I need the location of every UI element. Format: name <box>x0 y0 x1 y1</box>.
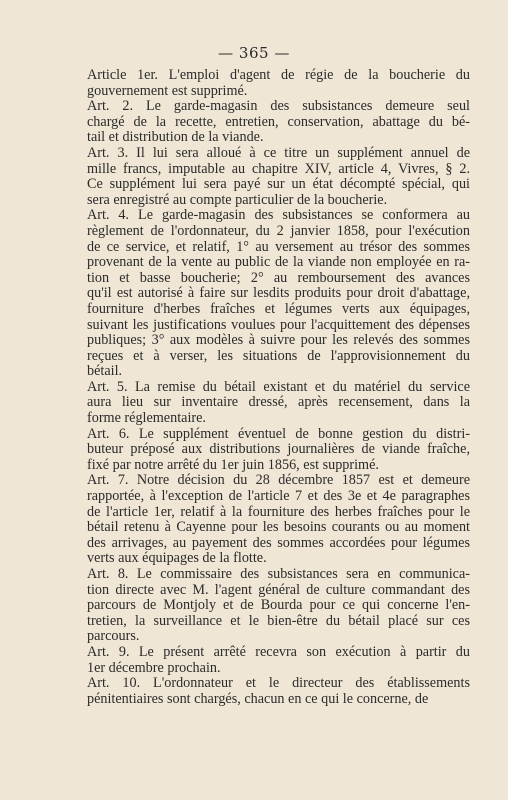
document-body <box>87 68 470 707</box>
text-line: de l'article 1er, relatif à la fourniture des herbes fraîches pour le <box>87 503 470 520</box>
article-paragraph <box>87 99 470 146</box>
text-line: Art. 3. Il lui sera alloué à ce titre un supplément annuel de <box>87 144 470 161</box>
text-line: Art. 4. Le garde-magasin des subsistances se conformera au <box>87 207 470 224</box>
text-line: parcours. <box>87 628 140 645</box>
text-line: verts aux équipages de la flotte. <box>87 550 267 567</box>
article-paragraph <box>87 676 470 707</box>
text-line: 1er décembre prochain. <box>87 659 221 676</box>
text-line: parcours de Montjoly et de Bourda pour ce qui concerne l'en- <box>87 597 470 614</box>
text-line: Art. 10. L'ordonnateur et le directeur des établissements <box>87 675 470 692</box>
text-line: bétail. <box>87 363 123 380</box>
text-line: rapportée, à l'exception de l'article 7 et des 3e et 4e paragraphes <box>87 488 470 505</box>
text-line: provenant de la vente au public de la viande non employée en ra- <box>87 254 470 271</box>
text-line: reçues et à verser, les situations de l'approvisionnement du <box>87 347 470 364</box>
text-line: gouvernement est supprimé. <box>87 82 248 99</box>
text-line: Art. 2. Le garde-magasin des subsistances demeure seul <box>87 98 470 115</box>
text-line: Art. 8. Le commissaire des subsistances sera en communica- <box>87 566 470 582</box>
text-line: tion directe avec M. l'agent général de culture commandant des <box>87 581 470 598</box>
page-number: — 365 — <box>218 44 290 62</box>
text-line: règlement de l'ordonnateur, du 2 janvier 1858, pour l'exécution <box>87 222 470 239</box>
article-paragraph <box>87 380 470 427</box>
text-line: pénitentiaires sont chargés, chacun en ce qui le concerne, de <box>87 690 429 707</box>
text-line: Art. 7. Notre décision du 28 décembre 1857 est et demeure <box>87 472 470 489</box>
text-line: sera enregistré au compte particulier de la boucherie. <box>87 191 388 208</box>
text-line: Article 1er. L'emploi d'agent de régie de la boucherie du <box>87 67 470 83</box>
article-paragraph <box>87 473 470 567</box>
text-line: suivant les justifications voulues pour l'acquittement des dépenses <box>87 316 470 333</box>
article-paragraph <box>87 645 470 676</box>
text-line: bétail retenu à Cayenne pour les besoins courants ou au moment <box>87 519 470 536</box>
article-paragraph <box>87 68 470 99</box>
text-line: tail et distribution de la viande. <box>87 129 264 146</box>
article-paragraph <box>87 567 470 645</box>
text-line: Art. 6. Le supplément éventuel de bonne gestion du distri- <box>87 425 470 442</box>
text-line: qu'il est autorisé à faire sur lesdits produits pour droit d'abattage, <box>87 285 470 302</box>
article-paragraph <box>87 427 470 474</box>
text-line: Art. 9. Le présent arrêté recevra son exécution à partir du <box>87 643 470 660</box>
text-line: publiques; 3° aux modèles à suivre pour les relevés des sommes <box>87 332 470 349</box>
text-line: fixé par notre arrêté du 1er juin 1856, est supprimé. <box>87 456 379 473</box>
article-paragraph <box>87 146 470 208</box>
text-line: aura lieu sur inventaire dressé, après recensement, dans la <box>87 394 470 411</box>
text-line: tion et basse boucherie; 2° au remboursement des avances <box>87 269 470 286</box>
text-line: Art. 5. La remise du bétail existant et du matériel du service <box>87 378 470 395</box>
article-paragraph <box>87 208 470 380</box>
text-line: forme réglementaire. <box>87 410 206 427</box>
text-line: des arrivages, au payement des sommes accordées pour légumes <box>87 534 470 551</box>
text-line: mille francs, imputable au chapitre XIV, article 4, Vivres, § 2. <box>87 160 470 177</box>
text-line: chargé de la recette, entretien, conservation, abattage du bé- <box>87 113 470 130</box>
text-line: fourniture d'herbes fraîches et légumes verts aux équipages, <box>87 300 470 317</box>
text-line: Ce supplément lui sera payé sur un état décompté spécial, qui <box>87 176 470 193</box>
text-line: tretien, la surveillance et le bien-être du bétail placé sur ces <box>87 612 470 629</box>
text-line: de ce service, et relatif, 1° au versement au trésor des sommes <box>87 238 470 255</box>
text-line: buteur préposé aux distributions journalières de viande fraîche, <box>87 441 470 458</box>
